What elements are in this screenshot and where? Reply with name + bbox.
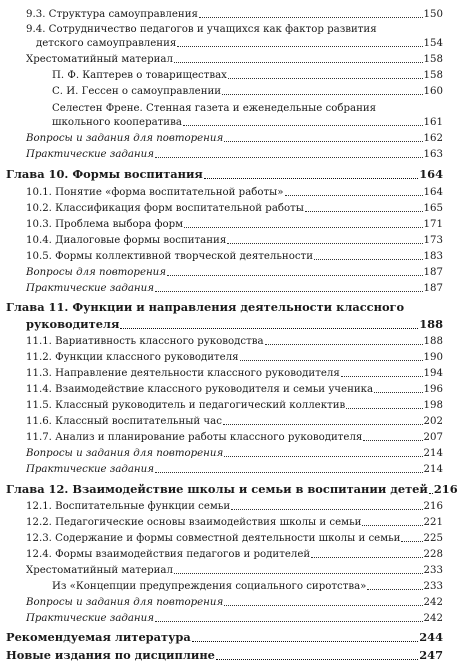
toc-entry-page: 202 <box>423 416 443 427</box>
toc-entry-page: 190 <box>423 352 443 363</box>
toc-entry-title: школьного кооператива <box>52 117 182 128</box>
toc-entry[interactable] <box>26 500 443 513</box>
toc-entry[interactable] <box>26 53 443 66</box>
toc-entry-title: 12.3. Содержание и формы совместной деятельности школы и семьи <box>26 533 401 544</box>
dot-leader <box>174 62 423 63</box>
dot-leader <box>120 328 418 329</box>
toc-entry-title: 10.2. Классификация форм воспитательной работы <box>26 203 304 214</box>
toc-entry-title: 11.1. Вариативность классного руководства <box>26 336 264 347</box>
toc-entry-page: 163 <box>423 149 443 160</box>
toc-entry-page: 198 <box>423 400 443 411</box>
dot-leader <box>155 472 423 473</box>
toc-entry-title: 10.3. Проблема выбора форм <box>26 219 184 230</box>
toc-chapter-title: Рекомендуемая литература <box>6 630 191 644</box>
toc-entry[interactable] <box>26 532 443 545</box>
toc-entry-page: 233 <box>423 581 443 592</box>
dot-leader <box>374 392 422 393</box>
toc-entry-title: Практические задания <box>26 149 154 160</box>
toc-entry[interactable] <box>36 37 443 50</box>
toc-entry[interactable] <box>26 351 443 364</box>
toc-entry-page: 187 <box>423 267 443 278</box>
toc-entry-title: П. Ф. Каптерев о товариществах <box>52 70 227 81</box>
toc-entry[interactable] <box>26 431 443 444</box>
dot-leader <box>199 17 423 18</box>
toc-entry[interactable] <box>26 447 443 460</box>
dot-leader <box>240 360 423 361</box>
toc-chapter-title: Новые издания по дисциплине <box>6 648 215 662</box>
toc-chapter-page: 216 <box>433 482 458 496</box>
dot-leader <box>224 141 422 142</box>
toc-entry[interactable] <box>26 132 443 145</box>
dot-leader <box>429 493 433 494</box>
toc-entry[interactable] <box>52 580 443 593</box>
toc-entry-title: 11.4. Взаимодействие классного руководителя и семьи ученика <box>26 384 374 395</box>
toc-entry-title: 12.1. Воспитательные функции семьи <box>26 501 231 512</box>
toc-chapter[interactable] <box>6 630 443 645</box>
toc-entry-title: 11.6. Классный воспитательный час <box>26 416 222 427</box>
toc-entry-page: 183 <box>423 251 443 262</box>
toc-entry-page: 196 <box>423 384 443 395</box>
toc-entry-page: 187 <box>423 283 443 294</box>
toc-entry-page: 221 <box>423 517 443 528</box>
dot-leader <box>362 525 422 526</box>
toc-entry-page: 225 <box>423 533 443 544</box>
dot-leader <box>305 211 423 212</box>
toc-entry-title: Вопросы и задания для повторения <box>26 448 224 459</box>
toc-entry[interactable] <box>26 564 443 577</box>
dot-leader <box>228 78 423 79</box>
toc-entry-title: Вопросы для повторения <box>26 267 166 278</box>
toc-entry-title: 11.5. Классный руководитель и педагогический коллектив <box>26 400 346 411</box>
toc-entry-title: Практические задания <box>26 283 154 294</box>
dot-leader <box>177 46 422 47</box>
toc-entry-title: Практические задания <box>26 464 154 475</box>
toc-entry-page: 160 <box>423 86 443 97</box>
toc-chapter-page: 247 <box>419 648 443 662</box>
dot-leader <box>363 440 422 441</box>
toc-entry[interactable] <box>26 335 443 348</box>
toc-entry-page: 154 <box>423 38 443 49</box>
toc-entry-title: С. И. Гессен о самоуправлении <box>52 86 222 97</box>
toc-chapter-page: 188 <box>419 317 443 331</box>
dot-leader <box>204 178 418 179</box>
toc-entry-title: 10.4. Диалоговые формы воспитания <box>26 235 227 246</box>
toc-entry-page: 233 <box>423 565 443 576</box>
toc-entry[interactable] <box>26 463 443 476</box>
toc-entry-page: 228 <box>423 549 443 560</box>
dot-leader <box>223 424 423 425</box>
dot-leader <box>231 509 422 510</box>
toc-entry-page: 165 <box>423 203 443 214</box>
toc-entry-title: Практические задания <box>26 613 154 624</box>
toc-entry-title: Вопросы и задания для повторения <box>26 133 224 144</box>
dot-leader <box>314 259 423 260</box>
dot-leader <box>285 195 423 196</box>
toc-chapter[interactable] <box>6 648 443 663</box>
dot-leader <box>311 557 422 558</box>
toc-entry-title: 11.7. Анализ и планирование работы классного руководителя <box>26 432 363 443</box>
toc-entry-title: 11.3. Направление деятельности классного руководителя <box>26 368 340 379</box>
toc-entry-title: Хрестоматийный материал <box>26 54 173 65</box>
toc-entry-title: 12.4. Формы взаимодействия педагогов и родителей <box>26 549 311 560</box>
toc-entry-page: 171 <box>423 219 443 230</box>
toc-entry-title-line[interactable]: Селестен Френе. Стенная газета и еженедельные собрания <box>52 103 377 114</box>
toc-entry[interactable] <box>26 186 443 199</box>
toc-chapter-title: руководителя <box>26 317 120 331</box>
toc-entry-page: 194 <box>423 368 443 379</box>
toc-entry[interactable] <box>26 8 443 21</box>
toc-entry-page: 188 <box>423 336 443 347</box>
toc-entry-page: 207 <box>423 432 443 443</box>
toc-entry[interactable] <box>52 85 443 98</box>
toc-entry[interactable] <box>52 116 443 129</box>
toc-entry-title-line[interactable]: 9.4. Сотрудничество педагогов и учащихся как фактор развития <box>26 24 377 35</box>
toc-entry[interactable] <box>26 612 443 625</box>
toc-entry-page: 162 <box>423 133 443 144</box>
toc-entry-page: 214 <box>423 448 443 459</box>
toc-entry-title: 11.2. Функции классного руководителя <box>26 352 239 363</box>
toc-entry[interactable] <box>26 202 443 215</box>
toc-entry-title: 10.1. Понятие «форма воспитательной работы» <box>26 187 284 198</box>
toc-entry-page: 158 <box>423 54 443 65</box>
toc-entry-page: 242 <box>423 613 443 624</box>
toc-entry-title: Вопросы и задания для повторения <box>26 597 224 608</box>
dot-leader <box>167 275 423 276</box>
dot-leader <box>227 243 422 244</box>
toc-chapter-page: 164 <box>419 167 443 181</box>
dot-leader <box>184 227 422 228</box>
dot-leader <box>222 94 422 95</box>
toc-chapter-title-line[interactable]: Глава 11. Функции и направления деятельности классного <box>6 300 405 314</box>
toc-entry-page: 242 <box>423 597 443 608</box>
dot-leader <box>216 659 418 660</box>
toc-entry[interactable] <box>26 148 443 161</box>
toc-entry-page: 161 <box>423 117 443 128</box>
toc-entry[interactable] <box>26 415 443 428</box>
toc-chapter[interactable] <box>26 317 443 332</box>
toc-entry-page: 164 <box>423 187 443 198</box>
dot-leader <box>155 291 423 292</box>
dot-leader <box>224 456 422 457</box>
toc-entry[interactable] <box>26 399 443 412</box>
toc-entry-title: 10.5. Формы коллективной творческой деятельности <box>26 251 313 262</box>
toc-entry-page: 216 <box>423 501 443 512</box>
toc-chapter-title: Глава 12. Взаимодействие школы и семьи в воспитании детей <box>6 482 428 496</box>
toc-entry-title: Хрестоматийный материал <box>26 565 173 576</box>
toc-chapter[interactable] <box>6 167 443 182</box>
toc-entry[interactable] <box>26 516 443 529</box>
toc-entry[interactable] <box>26 250 443 263</box>
toc-entry[interactable] <box>26 383 443 396</box>
dot-leader <box>346 408 422 409</box>
dot-leader <box>183 125 423 126</box>
toc-chapter-title: Глава 10. Формы воспитания <box>6 167 203 181</box>
toc-entry-title: 12.2. Педагогические основы взаимодействия школы и семьи <box>26 517 362 528</box>
toc-entry[interactable] <box>26 266 443 279</box>
toc-entry[interactable] <box>26 218 443 231</box>
toc-entry-title: 9.3. Структура самоуправления <box>26 9 198 20</box>
dot-leader <box>224 605 422 606</box>
dot-leader <box>401 541 422 542</box>
toc-entry[interactable] <box>52 69 443 82</box>
dot-leader <box>265 344 423 345</box>
dot-leader <box>341 376 423 377</box>
dot-leader <box>174 573 423 574</box>
toc-entry[interactable] <box>26 548 443 561</box>
toc-entry[interactable] <box>26 282 443 295</box>
toc-entry-page: 214 <box>423 464 443 475</box>
toc-entry[interactable] <box>26 367 443 380</box>
toc-chapter[interactable] <box>6 482 458 497</box>
toc-entry[interactable] <box>26 596 443 609</box>
toc-entry-title: детского самоуправления <box>36 38 177 49</box>
toc-entry-title: Из «Концепции предупреждения социального сиротства» <box>52 581 367 592</box>
dot-leader <box>155 621 423 622</box>
toc-entry-page: 150 <box>423 9 443 20</box>
toc-entry[interactable] <box>26 234 443 247</box>
dot-leader <box>155 157 423 158</box>
toc-entry-page: 158 <box>423 70 443 81</box>
toc-chapter-page: 244 <box>419 630 443 644</box>
toc-entry-page: 173 <box>423 235 443 246</box>
dot-leader <box>192 641 418 642</box>
dot-leader <box>367 589 422 590</box>
